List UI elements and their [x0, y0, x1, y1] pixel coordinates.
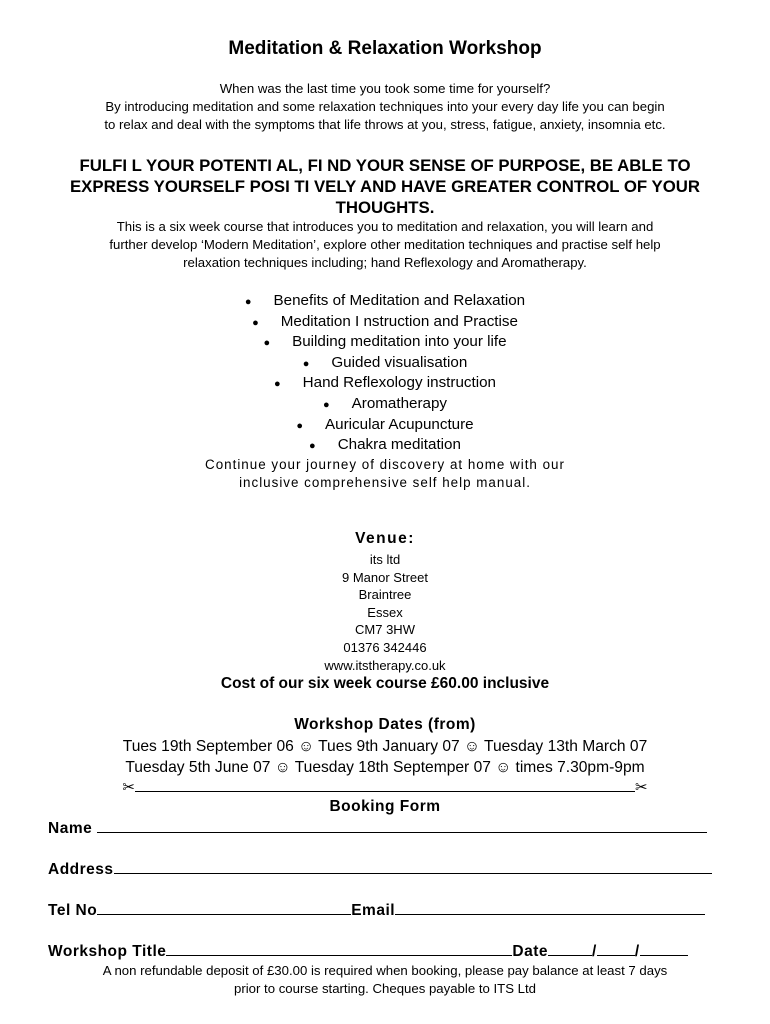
venue-postcode: CM7 3HW [355, 622, 415, 638]
page-title: Meditation & Relaxation Workshop [228, 38, 542, 59]
list-item [0, 332, 770, 353]
date-year-input-line[interactable] [640, 941, 688, 956]
note-line: prior to course starting. Cheques payable to ITS Ltd [233, 981, 536, 996]
course-line: further develop ‘Modern Meditation’, explore other meditation techniques and practise self help [109, 237, 661, 252]
intro-line: When was the last time you took some time for yourself? [219, 81, 551, 96]
bullet-icon: ● [244, 296, 252, 308]
list-item [0, 415, 770, 436]
course-cost: Cost of our six week course £60.00 inclusive [220, 675, 550, 692]
email-input-line[interactable] [395, 900, 705, 915]
topic-label: Building meditation into your life [292, 333, 507, 351]
continue-text [0, 456, 770, 492]
scissors-icon: ✂ [635, 779, 648, 796]
topic-label: Guided visualisation [331, 353, 468, 371]
note-line: A non refundable deposit of £30.00 is required when booking, please pay balance at least 7 days [102, 963, 668, 978]
topic-label: Benefits of Meditation and Relaxation [273, 292, 526, 309]
dates-heading: Workshop Dates (from) [294, 716, 476, 733]
tel-email-field[interactable] [48, 900, 705, 920]
cut-line [0, 777, 770, 796]
continue-line: inclusive comprehensive self help manual. [239, 475, 531, 490]
list-item [0, 291, 770, 312]
intro-line: By introducing meditation and some relaxation techniques into your every day life you can begin [105, 99, 665, 114]
address-field[interactable] [48, 859, 712, 879]
course-line: relaxation techniques including; hand Reflexology and Aromatherapy. [183, 255, 587, 270]
date-month-input-line[interactable] [597, 941, 635, 956]
tel-label: Tel No [48, 902, 98, 919]
headline-line: EXPRESS YOURSELF POSI TI VELY AND HAVE GREATER CONTROL OF YOUR [69, 177, 701, 196]
list-item [0, 394, 770, 415]
continue-line: Continue your journey of discovery at home with our [205, 457, 565, 472]
address-input-line[interactable] [114, 859, 712, 874]
headline-line: FULFI L YOUR POTENTI AL, FI ND YOUR SENSE OF PURPOSE, BE ABLE TO [79, 156, 691, 175]
payment-note [40, 962, 730, 998]
intro-line: to relax and deal with the symptoms that life throws at you, stress, fatigue, anxiety, insomnia etc. [104, 117, 666, 132]
booking-form-heading: Booking Form [329, 798, 441, 815]
date-separator: / [592, 943, 597, 960]
address-label: Address [48, 861, 114, 878]
tel-input-line[interactable] [97, 900, 351, 915]
bullet-icon: ● [302, 357, 310, 370]
venue-phone: 01376 342446 [343, 639, 427, 655]
topic-label: Auricular Acupuncture [325, 415, 474, 433]
name-label: Name [48, 820, 93, 837]
date-separator: / [634, 943, 640, 960]
venue-county: Essex [367, 604, 403, 620]
venue-website: www.itstherapy.co.uk [324, 657, 446, 673]
email-label: Email [351, 902, 396, 919]
date-label: Date [512, 943, 548, 960]
topic-label: Chakra meditation [337, 436, 461, 454]
course-description [40, 218, 730, 272]
venue-name: its ltd [369, 552, 401, 567]
bullet-icon: ● [252, 316, 259, 329]
headline-line: THOUGHTS. [335, 198, 435, 217]
bullet-icon: ● [322, 398, 330, 411]
list-item [0, 435, 770, 456]
list-item [0, 353, 770, 374]
name-field[interactable] [48, 818, 707, 838]
intro-paragraph [30, 80, 740, 134]
cut-rule [135, 777, 635, 792]
list-item [0, 312, 770, 333]
topic-label: Aromatherapy [351, 394, 448, 412]
topic-label: Hand Reflexology instruction [302, 374, 496, 392]
bullet-icon: ● [309, 440, 316, 453]
dates-line: Tuesday 5th June 07 ☺ Tuesday 18th Septemper 07 ☺ times 7.30pm-9pm [125, 759, 645, 776]
workshop-date-field[interactable] [48, 941, 688, 961]
venue-heading: Venue: [355, 530, 415, 547]
headline [30, 155, 740, 218]
venue-address [0, 551, 770, 674]
workshop-title-input-line[interactable] [166, 941, 512, 956]
workshop-title-label: Workshop Title [48, 943, 167, 960]
venue-town: Braintree [358, 587, 412, 603]
list-item [0, 373, 770, 394]
bullet-icon: ● [274, 378, 281, 391]
venue-street: 9 Manor Street [342, 569, 428, 585]
date-day-input-line[interactable] [548, 941, 592, 956]
bullet-icon: ● [263, 337, 271, 350]
topic-label: Meditation I nstruction and Practise [280, 312, 518, 330]
dates-line: Tues 19th September 06 ☺ Tues 9th January 07 ☺ Tuesday 13th March 07 [122, 738, 648, 755]
course-line: This is a six week course that introduces you to meditation and relaxation, you will learn and [116, 219, 654, 234]
bullet-icon: ● [296, 419, 304, 432]
name-input-line[interactable] [97, 818, 707, 833]
scissors-icon: ✂ [122, 779, 135, 796]
topics-list [0, 291, 770, 456]
workshop-dates [0, 736, 770, 778]
